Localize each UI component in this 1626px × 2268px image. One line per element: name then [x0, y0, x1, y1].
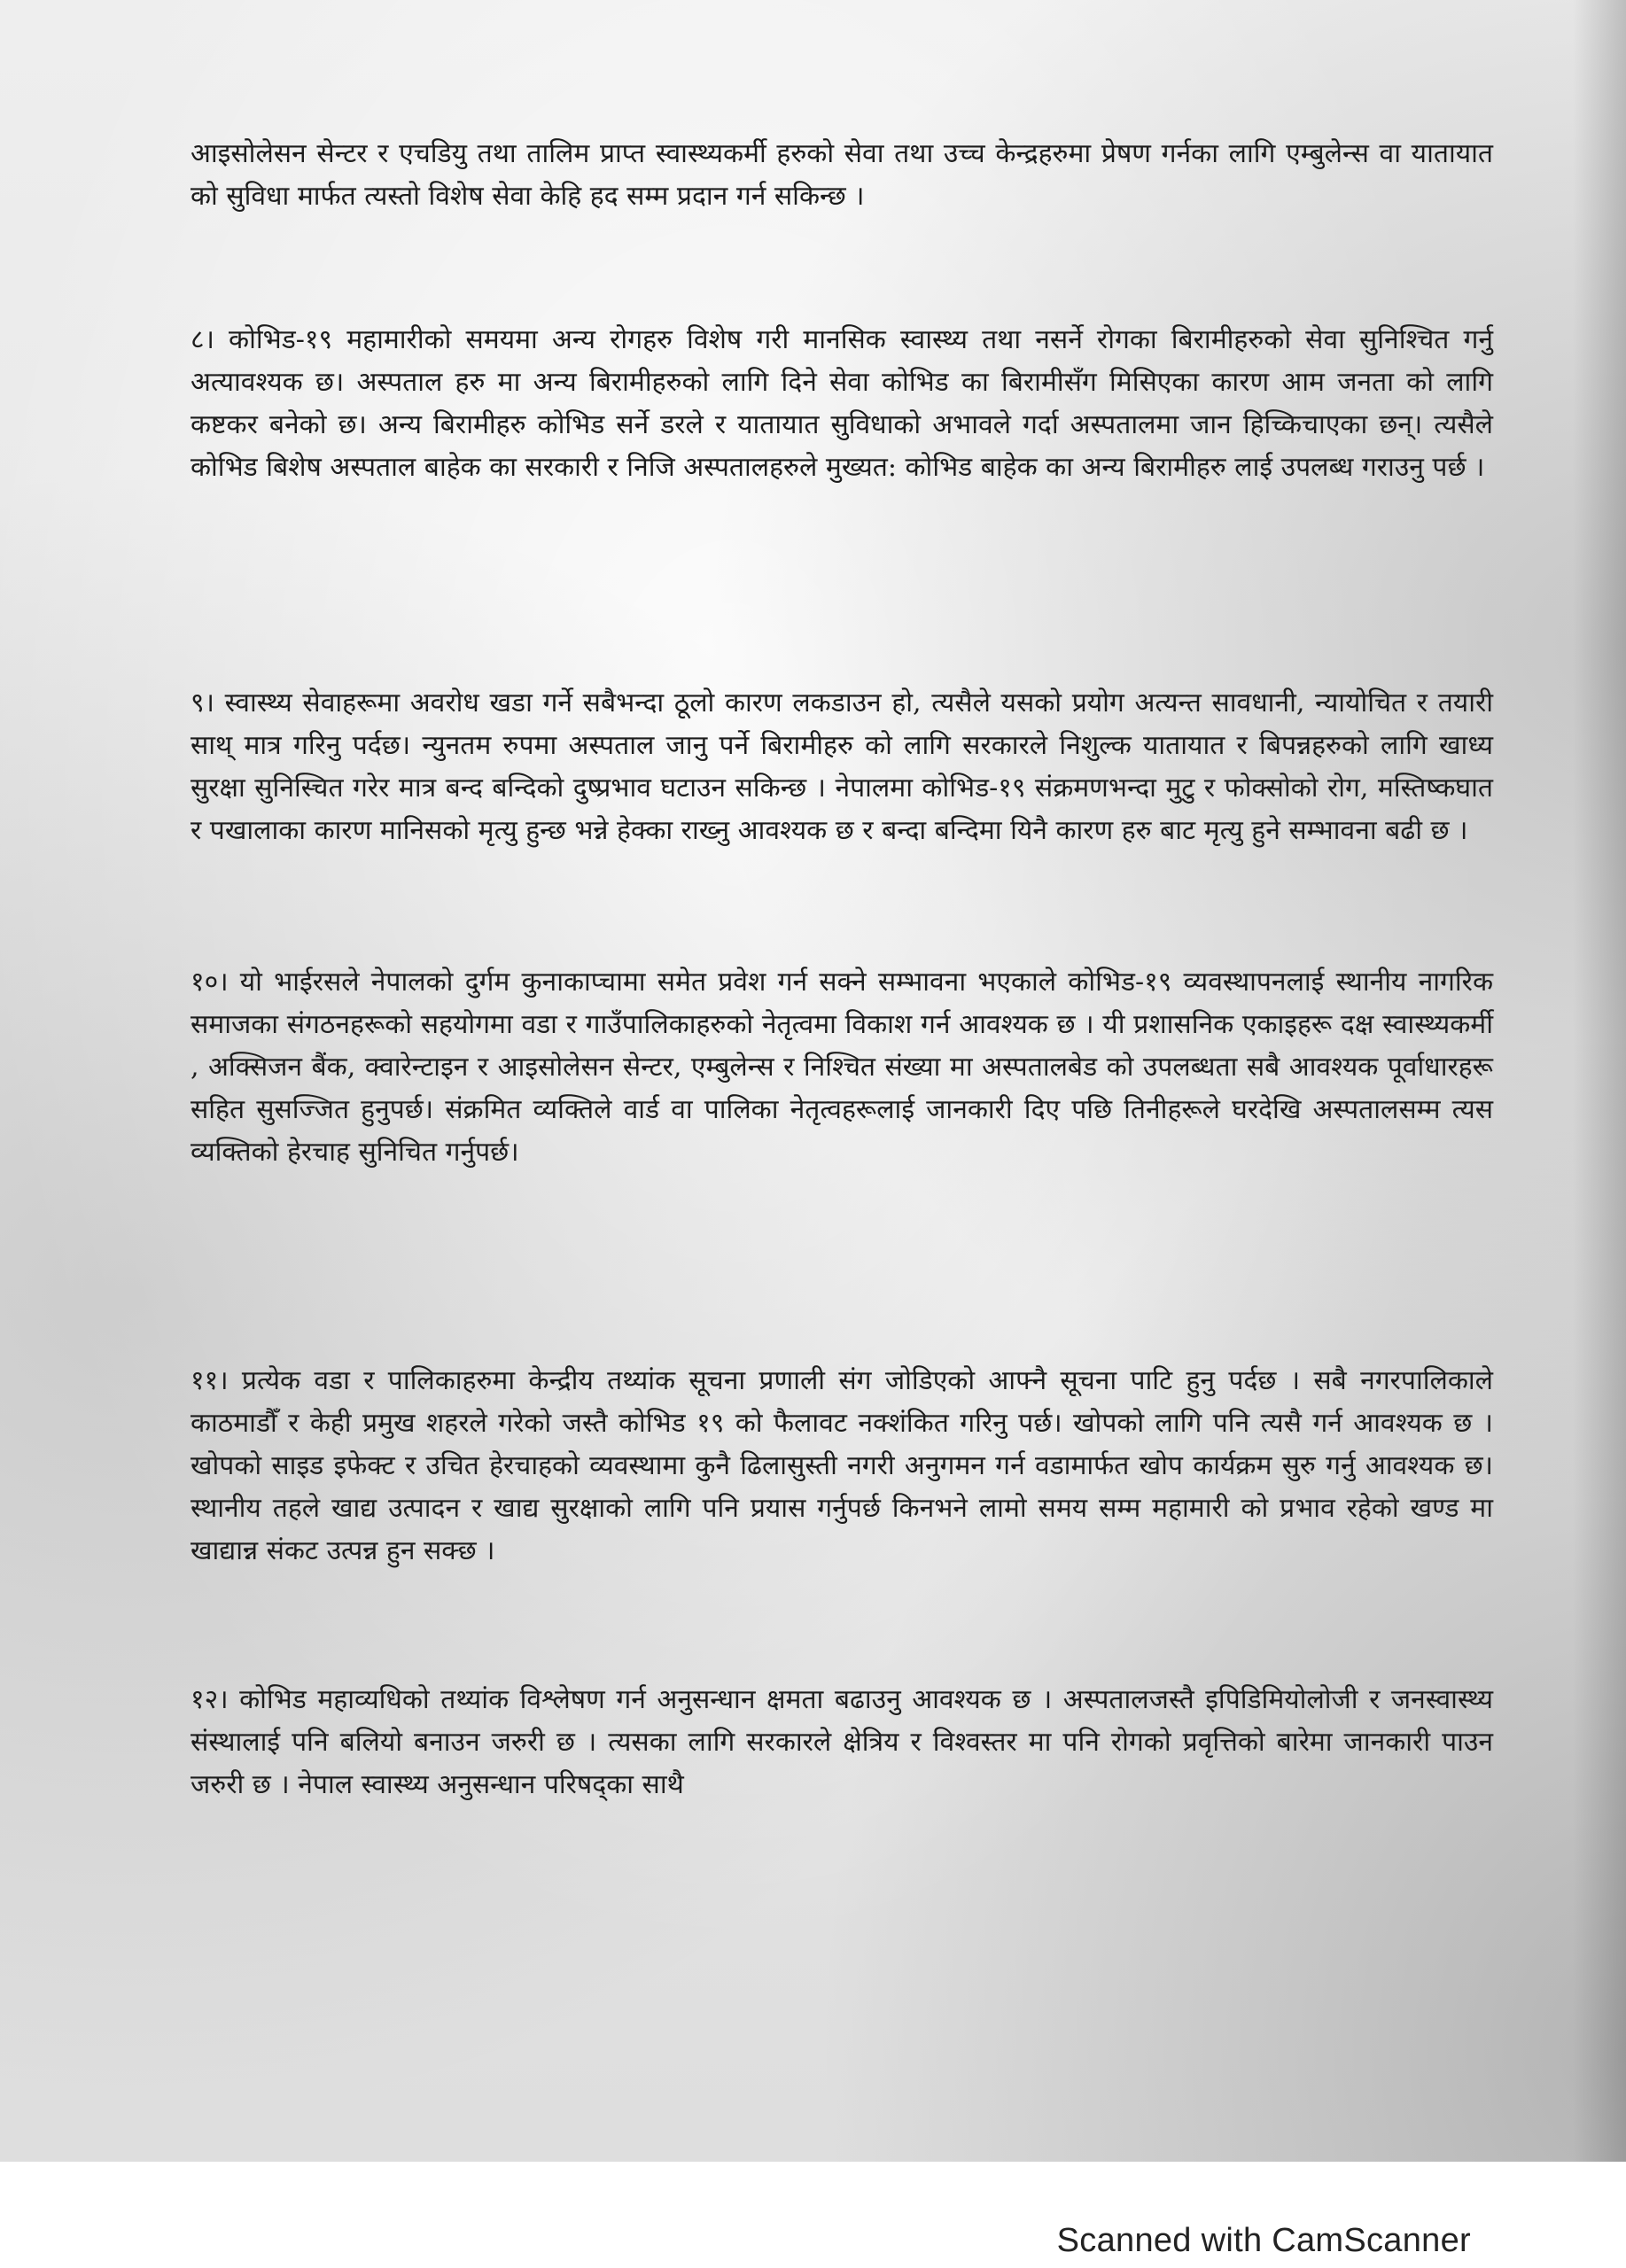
paragraph-10: १०। यो भाईरसले नेपालको दुर्गम कुनाकाप्चामा समेत प्रवेश गर्न सक्ने सम्भावना भएकाले कोभिड-१९ व्यवस्थापनलाई स्थानीय नागरिक समाजका संगठनहरूको सहयोगमा वडा र गाउँपालिकाहरुको नेतृत्वमा विकाश गर्न आवश्यक छ । यी प्रशासनिक एकाइहरू दक्ष स्वास्थ्यकर्मी , अक्सिजन बैंक, क्वारेन्टाइन र आइसोलेसन सेन्टर, एम्बुलेन्स र निश्चित संख्या मा अस्पतालबेड को उपलब्धता सबै आवश्यक पूर्वाधारहरू सहित सुसज्जित हुनुपर्छ। संक्रमित व्यक्तिले वार्ड वा पालिका नेतृत्वहरूलाई जानकारी दिए पछि तिनीहरूले घरदेखि अस्पतालसम्म त्यस व्यक्तिको हेरचाह सुनिचित गर्नुपर्छ। [191, 967, 1494, 1168]
camscanner-watermark: Scanned with CamScanner [1056, 2222, 1471, 2259]
paragraph-8: ८। कोभिड-१९ महामारीको समयमा अन्य रोगहरु विशेष गरी मानसिक स्वास्थ्य तथा नसर्ने रोगका बिरामीहरुको सेवा सुनिश्चित गर्नु अत्यावश्यक छ। अस्पताल हरु मा अन्य बिरामीहरुको लागि दिने सेवा कोभिड का बिरामीसँग मिसिएका कारण आम जनता को लागि कष्टकर बनेको छ। अन्य बिरामीहरु कोभिड सर्ने डरले र यातायात सुविधाको अभावले गर्दा अस्पतालमा जान हिच्किचाएका छन्। त्यसैले कोभिड बिशेष अस्पताल बाहेक का सरकारी र निजि अस्पतालहरुले मुख्यत: कोभिड बाहेक का अन्य बिरामीहरु लाई उपलब्ध गराउनु पर्छ । [191, 324, 1493, 483]
paragraph-9: ९। स्वास्थ्य सेवाहरूमा अवरोध खडा गर्ने सबैभन्दा ठूलो कारण लकडाउन हो, त्यसैले यसको प्रयोग अत्यन्त सावधानी, न्यायोचित र तयारी साथ् मात्र गरिनु पर्दछ। न्युनतम रुपमा अस्पताल जानु पर्ने बिरामीहरु को लागि सरकारले निशुल्क यातायात र बिपन्नहरुको लागि खाध्य सुरक्षा सुनिस्चित गरेर मात्र बन्द बन्दिको दुष्प्रभाव घटाउन सकिन्छ । नेपालमा कोभिड-१९ संक्रमणभन्दा मुटु र फोक्सोको रोग, मस्तिष्कघात र पखालाका कारण मानिसको मृत्यु हुन्छ भन्ने हेक्का राख्नु आवश्यक छ र बन्दा बन्दिमा यिनै कारण हरु बाट मृत्यु हुने सम्भावना बढी छ । [191, 687, 1493, 846]
paragraph-12: १२। कोभिड महाव्यधिको तथ्यांक विश्लेषण गर्न अनुसन्धान क्षमता बढाउनु आवश्यक छ । अस्पतालजस्तै इपिडिमियोलोजी र जनस्वास्थ्य संस्थालाई पनि बलियो बनाउन जरुरी छ । त्यसका लागि सरकारले क्षेत्रिय र विश्वस्तर मा पनि रोगको प्रवृत्तिको बारेमा जानकारी पाउन जरुरी छ । नेपाल स्वास्थ्य अनुसन्धान परिषद्का साथै [191, 1684, 1493, 1800]
paragraph-11: ११। प्रत्येक वडा र पालिकाहरुमा केन्द्रीय तथ्यांक सूचना प्रणाली संग जोडिएको आफ्नै सूचना पाटि हुनु पर्दछ । सबै नगरपालिकाले काठमाडौँ र केही प्रमुख शहरले गरेको जस्तै कोभिड १९ को फैलावट नक्शंकित गरिनु पर्छ। खोपको लागि पनि त्यसै गर्न आवश्यक छ । खोपको साइड इफेक्ट र उचित हेरचाहको व्यवस्थामा कुनै ढिलासुस्ती नगरी अनुगमन गर्न वडामार्फत खोप कार्यक्रम सुरु गर्नु आवश्यक छ। स्थानीय तहले खाद्य उत्पादन र खाद्य सुरक्षाको लागि पनि प्रयास गर्नुपर्छ किनभने लामो समय सम्म महामारी को प्रभाव रहेको खण्ड मा खाद्यान्न संकट उत्पन्न हुन सक्छ । [191, 1365, 1493, 1566]
paragraph-continuation: आइसोलेसन सेन्टर र एचडियु तथा तालिम प्राप्त स्वास्थ्यकर्मी हरुको सेवा तथा उच्च केन्द्रहरुमा प्रेषण गर्नका लागि एम्बुलेन्स वा यातायात को सुविधा मार्फत त्यस्तो विशेष सेवा केहि हद सम्म प्रदान गर्न सकिन्छ । [191, 138, 1493, 212]
